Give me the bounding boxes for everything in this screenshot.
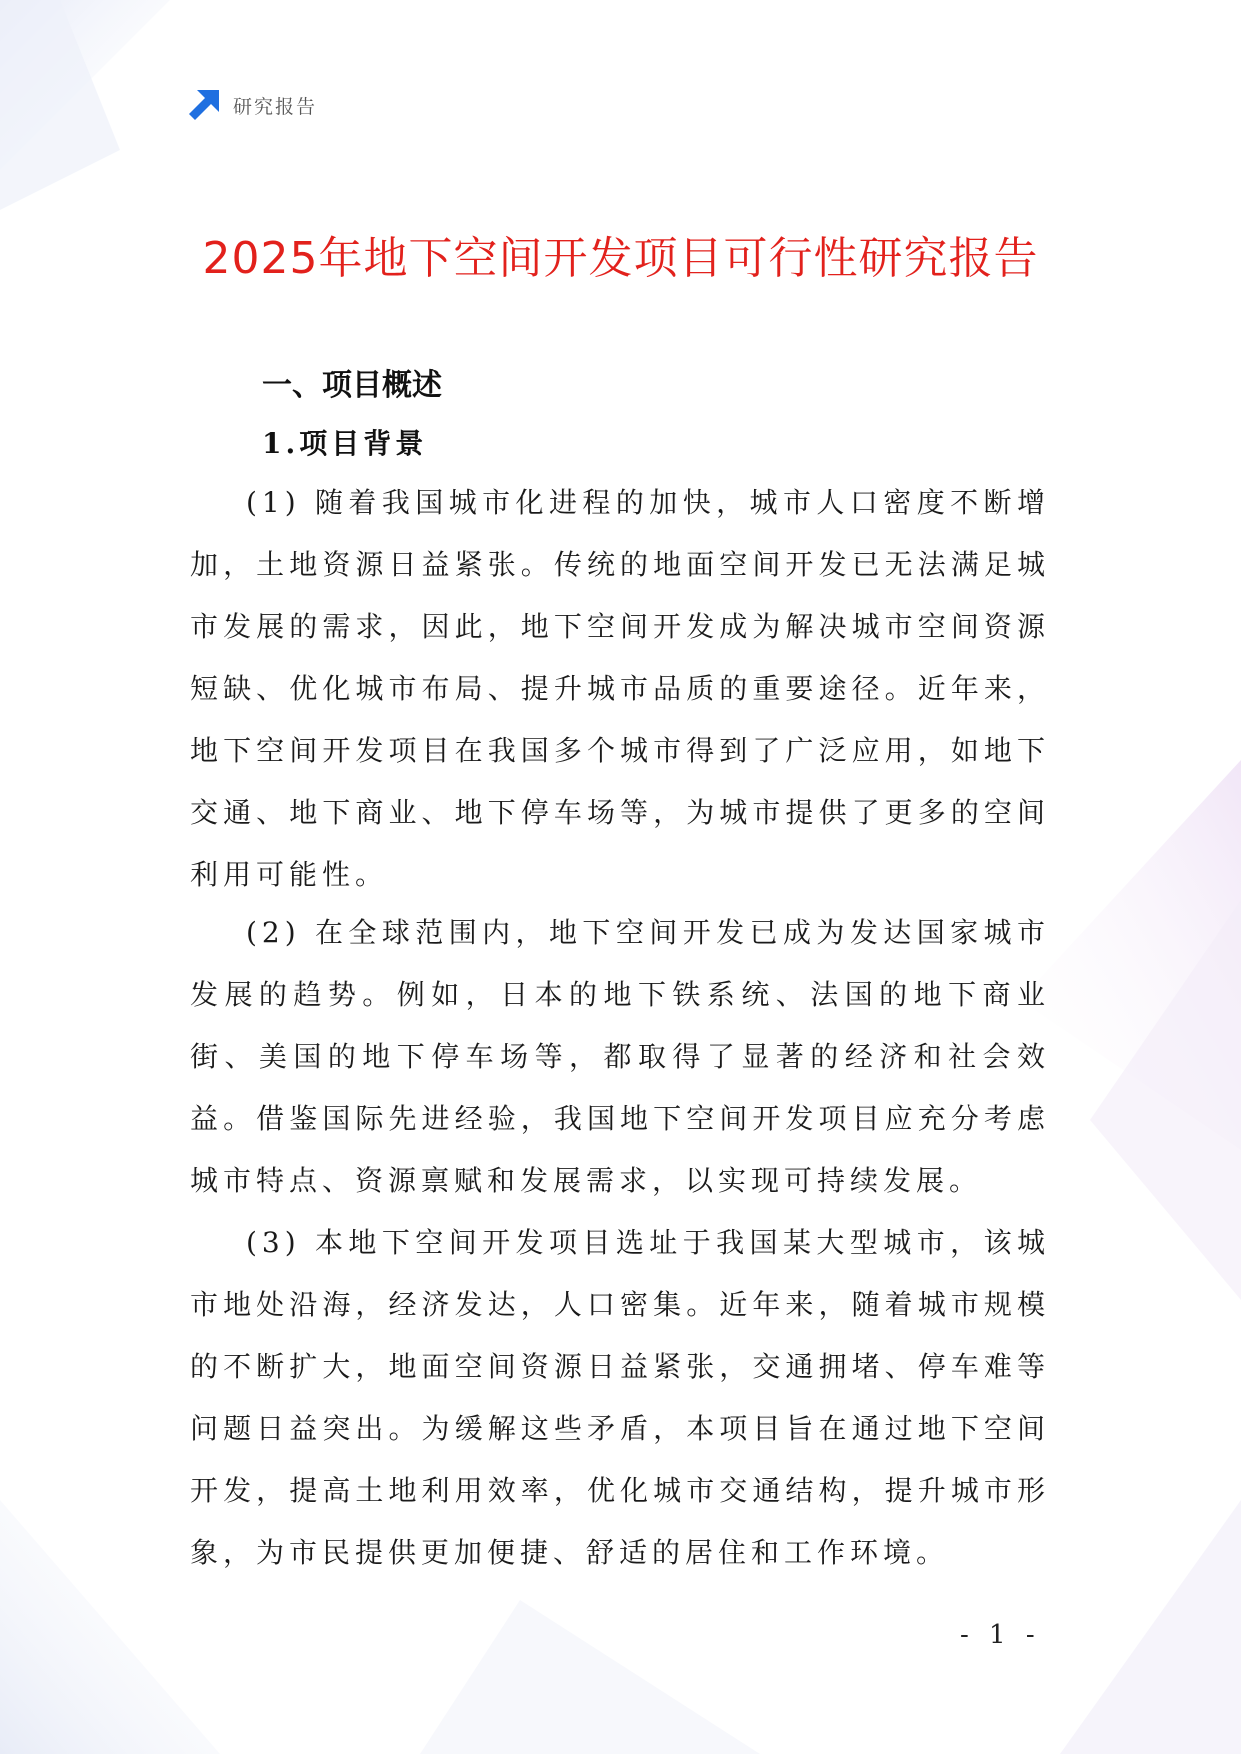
paragraph-3: (3) 本地下空间开发项目选址于我国某大型城市，该城市地处沿海，经济发达，人口密集。近年来，随着城市规模的不断扩大，地面空间资源日益紧张，交通拥堵、停车难等问题日益突出。为缓解这些矛盾，本项目旨在通过地下空间开发，提高土地利用效率，优化城市交通结构，提升城市形象，为市民提供更加便捷、舒适的居住和工作环境。	[190, 1226, 1050, 1569]
page-number: - 1 -	[960, 1620, 1041, 1650]
paragraph-2: (2) 在全球范围内，地下空间开发已成为发达国家城市发展的趋势。例如，日本的地下铁系统、法国的地下商业街、美国的地下停车场等，都取得了显著的经济和社会效益。借鉴国际先进经验，我国地下空间开发项目应充分考虑城市特点、资源禀赋和发展需求，以实现可持续发展。	[190, 916, 1050, 1197]
header-label: 研究报告	[233, 95, 318, 118]
subsection-heading: 1.项目背景	[262, 427, 428, 460]
paragraph-1: (1) 随着我国城市化进程的加快，城市人口密度不断增加，土地资源日益紧张。传统的地面空间开发已无法满足城市发展的需求，因此，地下空间开发成为解决城市空间资源短缺、优化城市布局、提升城市品质的重要途径。近年来，地下空间开发项目在我国多个城市得到了广泛应用，如地下交通、地下商业、地下停车场等，为城市提供了更多的空间利用可能性。	[190, 486, 1050, 891]
document-title: 2025年地下空间开发项目可行性研究报告	[202, 233, 1039, 284]
section-heading: 一、项目概述	[262, 368, 442, 403]
arrow-up-right-icon	[187, 88, 221, 122]
page-header	[187, 88, 317, 122]
